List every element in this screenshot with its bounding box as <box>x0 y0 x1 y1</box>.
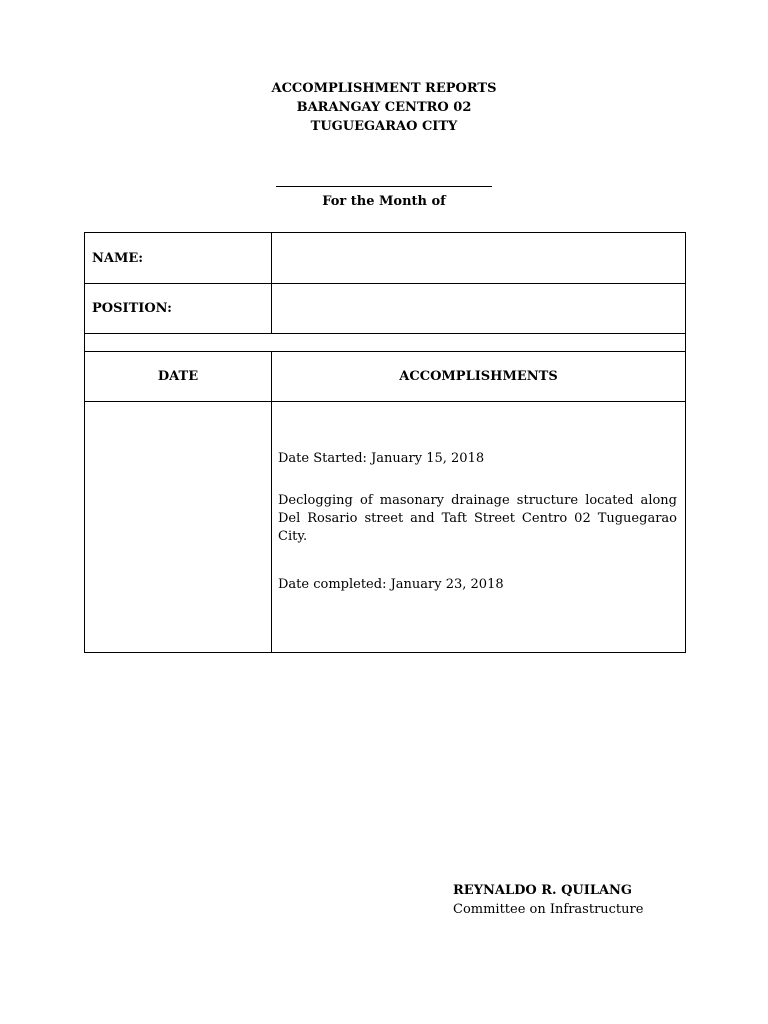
barangay-name: BARANGAY CENTRO 02 <box>296 100 472 115</box>
signatory-name: REYNALDO R. QUILANG <box>453 883 633 898</box>
date-column-header: DATE <box>85 352 272 402</box>
column-header-row <box>85 352 686 402</box>
accomplishments-column-header: ACCOMPLISHMENTS <box>272 352 686 402</box>
position-row <box>85 284 686 334</box>
report-header <box>0 79 768 136</box>
accomplishment-description: Declogging of masonary drainage structure located along Del Rosario street and Taft Street Centro 02 Tuguegarao City. <box>278 493 677 544</box>
city-name: TUGUEGARAO CITY <box>310 119 458 134</box>
accomplishment-cell <box>272 402 686 653</box>
spacer-cell <box>85 334 686 352</box>
signatory-title: Committee on Infrastructure <box>453 902 644 917</box>
position-field <box>272 284 686 334</box>
spacer-row <box>85 334 686 352</box>
date-cell <box>85 402 272 653</box>
name-field <box>272 233 686 284</box>
signature-block <box>453 881 643 919</box>
position-label: POSITION: <box>85 284 272 334</box>
entry-row <box>85 402 686 653</box>
date-started: Date Started: January 15, 2018 <box>278 451 485 466</box>
name-label: NAME: <box>85 233 272 284</box>
report-title: ACCOMPLISHMENT REPORTS <box>271 81 497 96</box>
date-completed: Date completed: January 23, 2018 <box>278 577 504 592</box>
report-table <box>84 232 686 653</box>
month-label: For the Month of <box>322 194 446 209</box>
name-row <box>85 233 686 284</box>
month-blank-line <box>276 186 492 187</box>
